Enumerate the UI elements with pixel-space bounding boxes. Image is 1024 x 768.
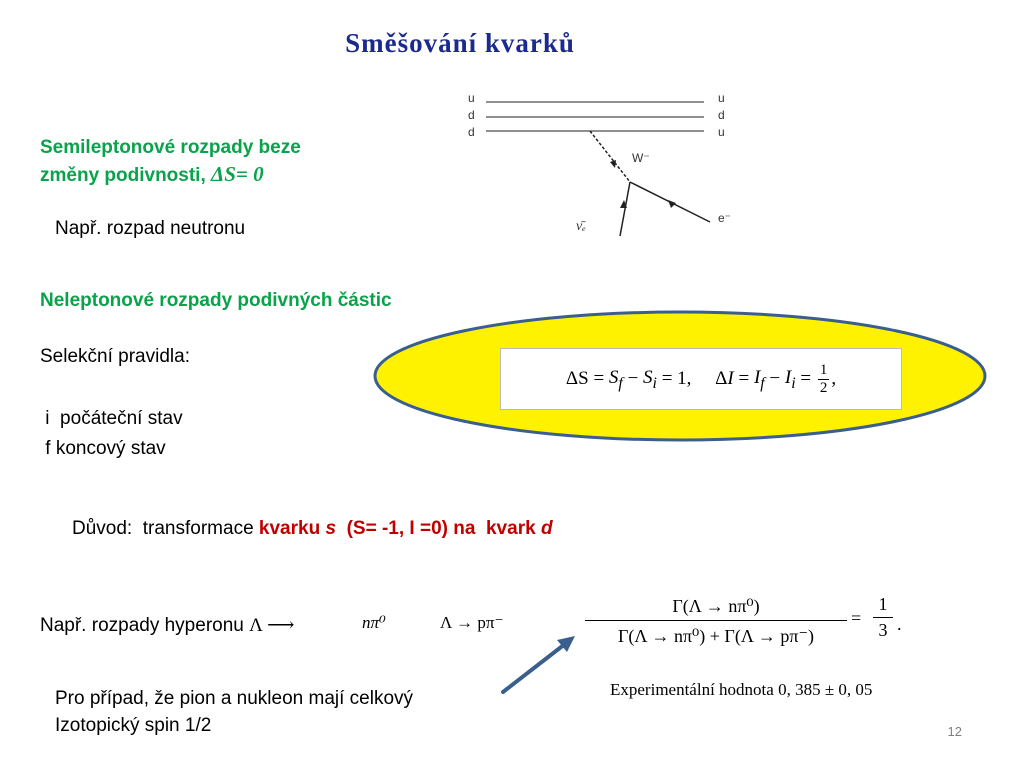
- ratio-one-third: [873, 594, 893, 641]
- ratio-rhs-bar: [873, 617, 893, 618]
- selection-rules-label: Selekční pravidla:: [40, 346, 190, 367]
- hyperon-label: Např. rozpady hyperonu: [40, 615, 244, 636]
- quark-left-3: d: [468, 125, 475, 139]
- electron-label: e⁻: [718, 211, 732, 225]
- reason-prefix: Důvod: transformace: [72, 518, 259, 539]
- decay-channel-p-pi-minus: Λ → pπ⁻: [440, 613, 504, 632]
- w-arrow: [610, 160, 616, 168]
- ratio-denominator: Γ(Λ → nπ⁰) + Γ(Λ → pπ⁻): [617, 626, 814, 646]
- one-half-fraction: $\frac{1}{2}$: [819, 361, 828, 396]
- initial-state-text: i počáteční stav: [40, 408, 183, 429]
- slide-title: Směšování kvarků: [345, 28, 575, 58]
- reason-quark-d: d: [540, 518, 553, 539]
- neutron-decay-feynman-diagram: [460, 90, 750, 240]
- antineutrino-label: ν̄ₑ: [576, 219, 586, 234]
- isospin-note: [55, 685, 413, 739]
- semileptonic-heading: [40, 134, 301, 189]
- isospin-note-line1: Pro případ, že pion a nukleon mají celkový: [55, 688, 414, 709]
- semileptonic-heading-text: změny podivnosti,: [40, 165, 206, 186]
- antineutrino-line: [620, 182, 630, 236]
- quark-left-1: u: [468, 91, 475, 105]
- hyperon-decay-line: [40, 612, 294, 639]
- w-boson-line: [590, 131, 630, 182]
- ratio-numerator: Γ(Λ → nπ⁰): [672, 596, 760, 616]
- quark-left-2: d: [468, 108, 475, 122]
- semileptonic-heading-line2: [40, 161, 301, 189]
- selection-rule-formula: [500, 348, 902, 410]
- ratio-equals: =: [851, 608, 862, 628]
- isospin-note-line2: Izotopický spin 1/2: [55, 715, 212, 736]
- neutron-decay-example: Např. rozpad neutronu: [55, 218, 246, 239]
- reason-red-1: kvarku: [258, 518, 326, 539]
- electron-arrow: [668, 200, 676, 208]
- page-number: 12: [947, 724, 962, 739]
- experimental-value: Experimentální hodnota 0, 385 ± 0, 05: [610, 680, 873, 699]
- final-state-text: f koncový stav: [40, 438, 166, 459]
- quark-right-2: d: [718, 108, 725, 122]
- quark-right-1: u: [718, 91, 725, 105]
- selection-rule-formula-text: $\Delta S = S_f - S_i = 1$, $\Delta I = I_f - I_i$ = $\frac{1}{2}$ ,: [565, 361, 837, 396]
- reason-red-2: (S= -1, I =0) na kvark: [336, 518, 541, 539]
- nonleptonic-heading: Neleptonové rozpady podivných částic: [40, 290, 392, 311]
- pointer-arrow: [495, 630, 585, 700]
- quark-right-3: u: [718, 125, 725, 139]
- w-label: W⁻: [632, 151, 650, 165]
- reason-quark-s: s: [325, 518, 337, 539]
- branching-ratio-formula: [585, 592, 915, 670]
- ratio-rhs-denominator: 3: [878, 620, 888, 640]
- reason-text: [72, 515, 553, 542]
- ratio-fraction: [585, 592, 847, 651]
- ratio-period: .: [897, 614, 902, 634]
- delta-s-zero: ΔS= 0: [211, 162, 264, 186]
- lambda-arrow: Λ ⟶: [249, 615, 295, 636]
- decay-channel-n-pi0: nπ⁰: [362, 613, 386, 632]
- ratio-rhs-numerator: 1: [878, 594, 888, 614]
- semileptonic-heading-line1: Semileptonové rozpady beze: [40, 137, 301, 158]
